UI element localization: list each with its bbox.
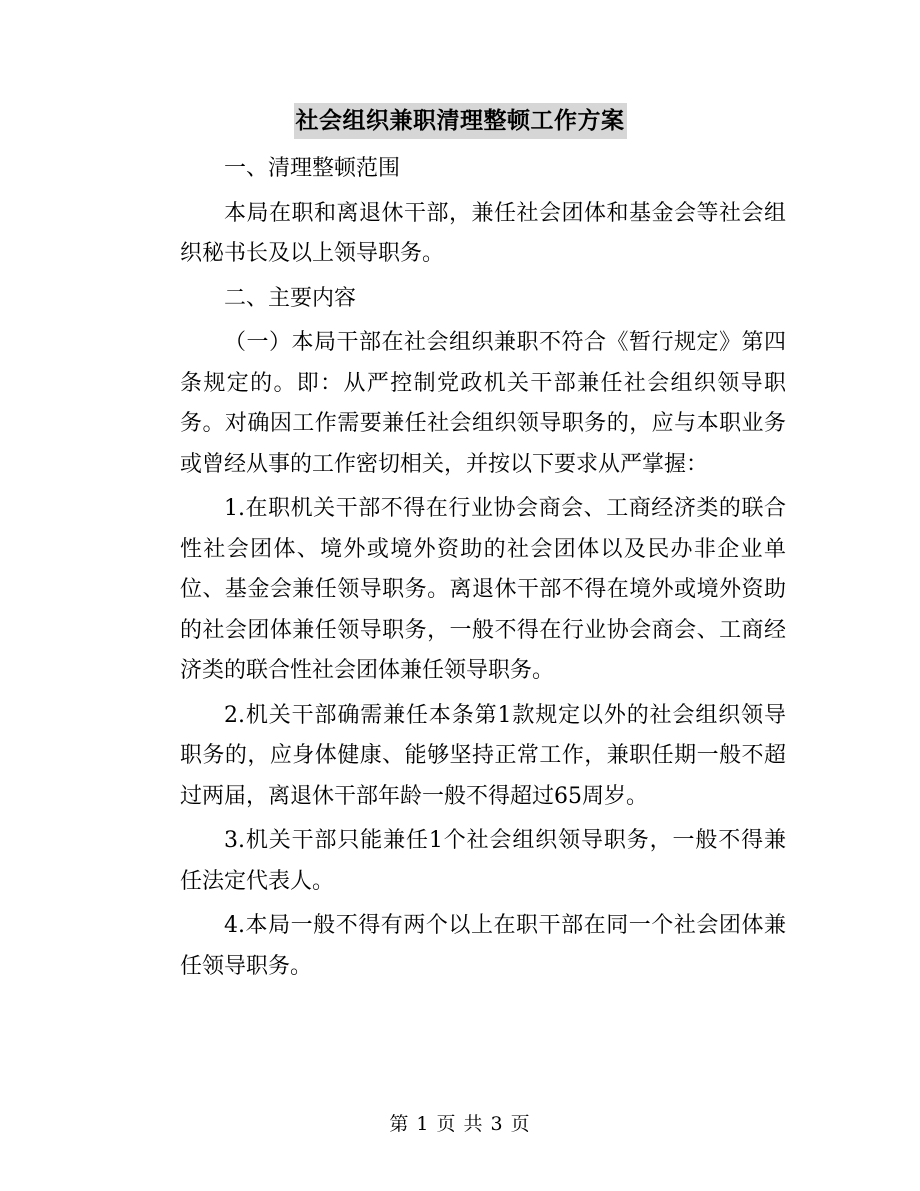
paragraph-item-1: （一）本局干部在社会组织兼职不符合《暂行规定》第四条规定的。即：从严控制党政机关干部兼任社会组织领导职务。对确因工作需要兼任社会组织领导职务的，应与本职业务或曾经从事的工作密切相关，并按以下要求从严掌握： bbox=[180, 330, 786, 477]
paragraph-rule-2: 2.机关干部确需兼任本条第1款规定以外的社会组织领导职务的，应身体健康、能够坚持正常工作，兼职任期一般不超过两届，离退休干部年龄一般不得超过65周岁。 bbox=[180, 702, 786, 809]
document-body bbox=[180, 149, 786, 987]
paragraph-scope: 本局在职和离退休干部，兼任社会团体和基金会等社会组织秘书长及以上领导职务。 bbox=[180, 200, 786, 266]
section-heading-scope: 一、清理整顿范围 bbox=[224, 156, 401, 181]
page-number: 第 1 页 共 3 页 bbox=[389, 1113, 531, 1135]
paragraph-rule-1: 1.在职机关干部不得在行业协会商会、工商经济类的联合性社会团体、境外或境外资助的社会团体以及民办非企业单位、基金会兼任领导职务。离退休干部不得在境外或境外资助的社会团体兼任领导职务，一般不得在行业协会商会、工商经济类的联合性社会团体兼任领导职务。 bbox=[180, 496, 786, 683]
document-title: 社会组织兼职清理整顿工作方案 bbox=[294, 103, 627, 139]
page-footer bbox=[0, 1110, 920, 1138]
section-heading-content: 二、主要内容 bbox=[224, 285, 357, 311]
title-wrap bbox=[0, 103, 920, 139]
paragraph-rule-3: 3.机关干部只能兼任1个社会组织领导职务，一般不得兼任法定代表人。 bbox=[180, 828, 786, 894]
paragraph-rule-4: 4.本局一般不得有两个以上在职干部在同一个社会团体兼任领导职务。 bbox=[180, 913, 786, 979]
